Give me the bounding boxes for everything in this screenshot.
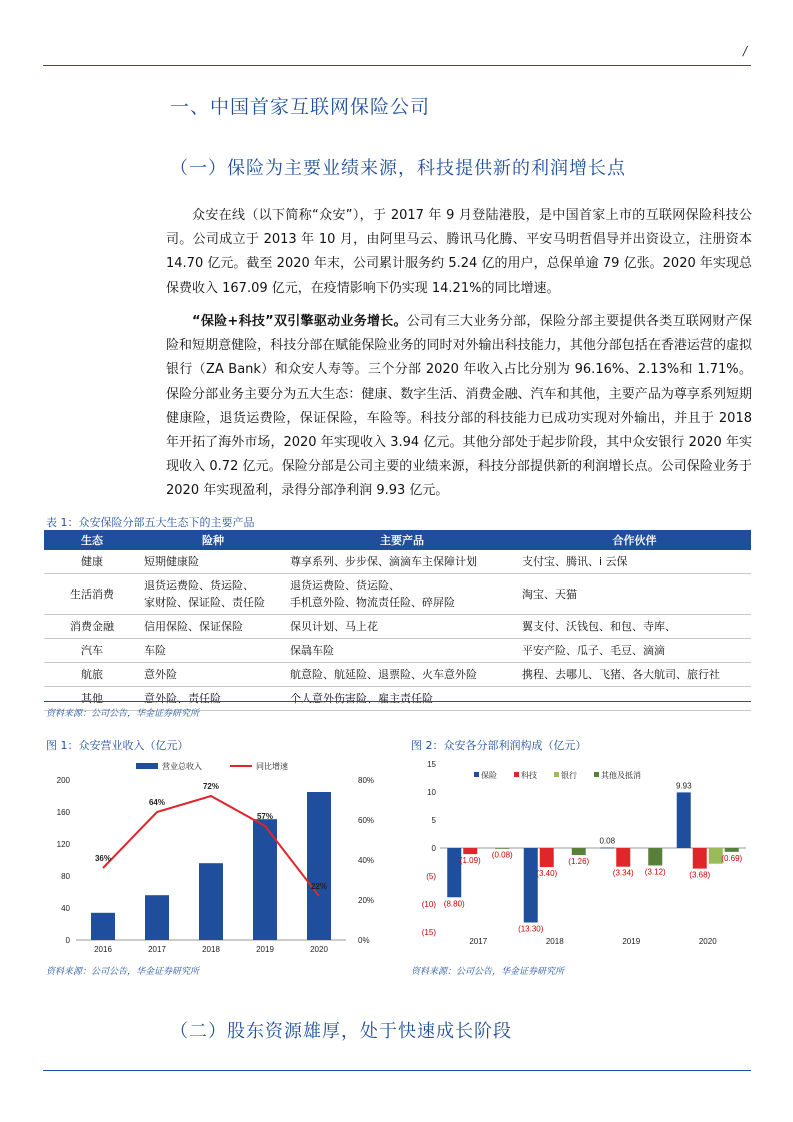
table-row xyxy=(44,574,751,615)
legend-swatch xyxy=(474,772,479,777)
x-tick-label: 2018 xyxy=(545,937,564,946)
paragraph-lead: “保险+科技”双引擎驱动业务增长。 xyxy=(192,314,407,329)
segment-bar xyxy=(616,848,630,867)
table-cell: 退货运费险、货运险、 家财险、保证险、责任险 xyxy=(140,574,286,615)
table-cell: 生活消费 xyxy=(44,574,140,615)
revenue-bar xyxy=(91,913,115,940)
table-bottom-rule xyxy=(44,701,751,702)
x-tick-label: 2017 xyxy=(148,945,166,954)
segment-bar xyxy=(540,848,554,867)
table-cell: 支付宝、腾讯、i 云保 xyxy=(518,550,751,574)
legend-label: 银行 xyxy=(561,771,577,780)
data-label: (13.30) xyxy=(518,924,544,934)
table-header-cell: 主要产品 xyxy=(286,530,518,550)
y-tick-label: (15) xyxy=(421,928,436,937)
data-label: (3.68) xyxy=(689,870,711,880)
section-title: 一、中国首家互联网保险公司 xyxy=(170,96,431,118)
y-tick-label: (10) xyxy=(421,900,436,909)
data-label: (3.12) xyxy=(644,867,666,877)
segment-bar xyxy=(725,848,739,852)
revenue-chart xyxy=(44,754,384,960)
legend-label-revenue: 营业总收入 xyxy=(162,762,202,771)
figure2-caption: 图 2：众安各分部利润构成（亿元） xyxy=(411,739,587,752)
y-tick-label: 120 xyxy=(56,840,70,849)
data-label: (1.09) xyxy=(459,856,481,866)
y-tick-label: 5 xyxy=(431,816,436,825)
table-cell: 其他 xyxy=(44,687,140,711)
revenue-bar xyxy=(199,863,223,940)
x-tick-label: 2017 xyxy=(469,937,488,946)
segment-profit-chart xyxy=(404,754,751,960)
y-tick-label: 0 xyxy=(65,936,70,945)
data-label: (1.26) xyxy=(568,857,590,867)
segment-bar xyxy=(524,848,538,922)
table-cell: 淘宝、天猫 xyxy=(518,574,751,615)
x-tick-label: 2020 xyxy=(310,945,328,954)
table-cell xyxy=(518,687,751,711)
table-cell: 汽车 xyxy=(44,639,140,663)
x-tick-label: 2019 xyxy=(256,945,274,954)
table-row xyxy=(44,550,751,574)
table-cell: 航意险、航延险、退票险、火车意外险 xyxy=(286,663,518,687)
revenue-bar xyxy=(307,792,331,940)
table-cell: 消费金融 xyxy=(44,615,140,639)
table-cell: 保贝计划、马上花 xyxy=(286,615,518,639)
y-tick-label: 80 xyxy=(61,872,70,881)
y2-tick-label: 60% xyxy=(358,816,375,825)
legend-swatch xyxy=(514,772,519,777)
figure2-source: 资料来源：公司公告，华金证券研究所 xyxy=(411,967,565,977)
growth-label: 72% xyxy=(202,782,220,791)
paragraph-body: 公司有三大业务分部，保险分部主要提供各类互联网财产保险和短期意健险，科技分部在赋能保险业务的同时对外输出科技能力，其他分部包括在香港运营的虚拟银行（ZA Bank）和众安人寿等。三个分部 2020 年收入占比分别为 96.16%、2.13%和 1.71%。保险分部业务主要分为五大生态：健康、数字生活、消费金融、汽车和其他，主要产品为尊享系列短期健康险，退货运费险，保证保险，车险等。科技分部的科技能力已成功实现对外输出，并且于 2018 年开拓了海外市场，2020 年实现收入 3.94 亿元。其他分部处于起步阶段，其中众安银行 2020 年实现收入 0.72 亿元。保险分部是公司主要的业绩来源，科技分部提供新的利润增长点。公司保险业务于 2020 年实现盈利，录得分部净利润 9.93 亿元。 xyxy=(166,314,752,499)
data-label: (0.69) xyxy=(721,853,743,863)
y2-tick-label: 80% xyxy=(358,776,375,785)
x-tick-label: 2020 xyxy=(698,937,717,946)
table-cell: 个人意外伤害险、雇主责任险 xyxy=(286,687,518,711)
x-tick-label: 2016 xyxy=(94,945,112,954)
data-label: (3.40) xyxy=(536,869,558,879)
segment-bar xyxy=(677,792,691,848)
table-header-cell: 合作伙伴 xyxy=(518,530,751,550)
y-tick-label: 10 xyxy=(427,788,436,797)
segment-bar xyxy=(648,848,662,865)
legend-label: 科技 xyxy=(521,771,537,780)
y-tick-label: 160 xyxy=(56,808,70,817)
figure1-caption: 图 1：众安营业收入（亿元） xyxy=(46,739,189,752)
header-rule xyxy=(43,65,751,66)
table-cell: 意外险、责任险 xyxy=(140,687,286,711)
table-cell: 尊享系列、步步保、滴滴车主保障计划 xyxy=(286,550,518,574)
table-cell: 保骉车险 xyxy=(286,639,518,663)
x-tick-label: 2018 xyxy=(202,945,220,954)
legend-label-growth: 同比增速 xyxy=(256,762,288,771)
x-tick-label: 2019 xyxy=(622,937,641,946)
data-label: (0.08) xyxy=(491,850,513,860)
footer-rule xyxy=(43,1070,751,1071)
table-cell: 携程、去哪儿、飞猪、各大航司、旅行社 xyxy=(518,663,751,687)
growth-label: 57% xyxy=(256,812,274,821)
data-label: (8.80) xyxy=(443,899,465,909)
segment-bar xyxy=(463,848,477,854)
table-header-row xyxy=(44,530,751,550)
table-cell: 意外险 xyxy=(140,663,286,687)
y-tick-label: 0 xyxy=(431,844,436,853)
table-header-cell: 生态 xyxy=(44,530,140,550)
figure1-source: 资料来源：公司公告，华金证券研究所 xyxy=(46,967,200,977)
y2-tick-label: 0% xyxy=(358,936,370,945)
table-header-cell: 险种 xyxy=(140,530,286,550)
data-label: 0.08 xyxy=(599,836,616,846)
table-source: 资料来源：公司公告，华金证券研究所 xyxy=(46,709,200,719)
y-tick-label: 15 xyxy=(427,760,436,769)
table-row xyxy=(44,615,751,639)
products-table xyxy=(44,530,751,711)
table-cell: 短期健康险 xyxy=(140,550,286,574)
table-row xyxy=(44,663,751,687)
data-label: 9.93 xyxy=(675,781,692,791)
table-row xyxy=(44,639,751,663)
y-tick-label: 200 xyxy=(56,776,70,785)
growth-label: 36% xyxy=(94,854,112,863)
table-cell: 平安产险、瓜子、毛豆、滴滴 xyxy=(518,639,751,663)
revenue-bar xyxy=(145,895,169,940)
subsection2-title: （二）股东资源雄厚，处于快速成长阶段 xyxy=(170,1021,512,1042)
table-cell: 航旅 xyxy=(44,663,140,687)
data-label: (3.34) xyxy=(612,868,634,878)
table-cell: 健康 xyxy=(44,550,140,574)
legend-swatch-revenue xyxy=(136,763,158,769)
table-cell: 翼支付、沃钱包、和包、寺库、 xyxy=(518,615,751,639)
paragraph-business xyxy=(166,310,752,504)
y-tick-label: (5) xyxy=(426,872,436,881)
table-caption: 表 1：众安保险分部五大生态下的主要产品 xyxy=(46,516,255,529)
subsection-title: （一）保险为主要业绩来源，科技提供新的利润增长点 xyxy=(170,158,626,179)
segment-bar xyxy=(600,848,614,849)
table-cell: 车险 xyxy=(140,639,286,663)
legend-swatch xyxy=(554,772,559,777)
growth-label: 64% xyxy=(148,798,166,807)
legend-label: 保险 xyxy=(481,771,497,780)
table-cell: 退货运费险、货运险、 手机意外险、物流责任险、碎屏险 xyxy=(286,574,518,615)
segment-bar xyxy=(572,848,586,855)
segment-bar xyxy=(693,848,707,869)
table-cell: 信用保险、保证保险 xyxy=(140,615,286,639)
y2-tick-label: 20% xyxy=(358,896,375,905)
legend-label: 其他及抵消 xyxy=(601,771,641,780)
segment-bar xyxy=(495,848,509,849)
y-tick-label: 40 xyxy=(61,904,70,913)
paragraph-intro: 众安在线（以下简称“众安”），于 2017 年 9 月登陆港股，是中国首家上市的互联网保险科技公司。公司成立于 2013 年 10 月，由阿里马云、腾讯马化腾、平安马明哲倡导并出资设立，注册资本 14.70 亿元。截至 2020 年末，公司累计服务约 5.24 亿的用户，总保单逾 79 亿张。2020 年实现总保费收入 167.09 亿元，在疫情影响下仍实现 14.21%的同比增速。 xyxy=(166,208,752,296)
legend-swatch xyxy=(594,772,599,777)
y2-tick-label: 40% xyxy=(358,856,375,865)
page-mark: / xyxy=(742,44,747,58)
growth-label: 22% xyxy=(310,882,328,891)
